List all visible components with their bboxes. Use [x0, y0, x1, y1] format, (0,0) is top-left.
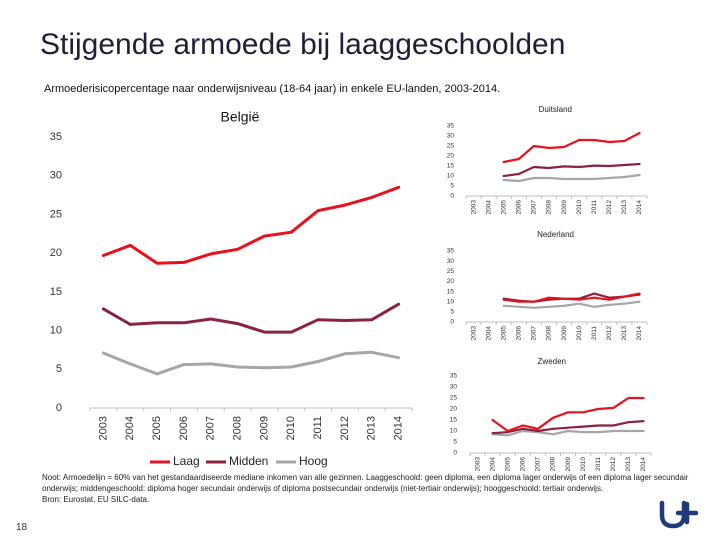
- series-line-laag: [103, 187, 398, 263]
- data-point-laag: [612, 407, 614, 409]
- y-tick-label: 10: [446, 172, 454, 180]
- chart-title: Zweden: [537, 357, 566, 367]
- data-point-hoog: [503, 305, 505, 307]
- data-point-laag: [533, 145, 535, 147]
- data-point-laag: [548, 297, 550, 299]
- x-tick-label: 2005: [504, 457, 512, 472]
- chart-subtitle: Armoederisicopercentage naar onderwijsniveau (18-64 jaar) in enkele EU-landen, 2003-2014.: [44, 83, 501, 95]
- data-point-laag: [344, 204, 347, 207]
- page-title: Stijgende armoede bij laaggeschoolden: [40, 28, 566, 61]
- data-point-hoog: [597, 431, 599, 433]
- y-tick-label: 20: [446, 278, 454, 286]
- x-tick-label: 2007: [530, 200, 538, 215]
- data-point-midden: [209, 318, 212, 321]
- data-point-laag: [567, 411, 569, 413]
- data-point-hoog: [102, 352, 105, 355]
- series-line-laag: [493, 398, 644, 431]
- data-point-laag: [236, 248, 239, 251]
- x-tick-label: 2004: [485, 326, 493, 341]
- data-point-laag: [548, 147, 550, 149]
- footnote: [42, 472, 697, 505]
- y-tick-label: 10: [449, 427, 457, 435]
- data-point-midden: [492, 432, 494, 434]
- data-point-laag: [563, 146, 565, 148]
- data-point-laag: [518, 301, 520, 303]
- x-tick-label: 2009: [560, 200, 568, 215]
- y-tick-label: 10: [49, 324, 62, 337]
- data-point-hoog: [623, 176, 625, 178]
- legend-label-hoog: Hoog: [299, 454, 328, 469]
- data-point-hoog: [209, 363, 212, 366]
- data-point-hoog: [518, 306, 520, 308]
- data-point-laag: [522, 425, 524, 427]
- data-point-laag: [578, 299, 580, 301]
- data-point-midden: [533, 166, 535, 168]
- data-point-laag: [552, 417, 554, 419]
- page-number: 18: [16, 522, 28, 533]
- data-point-hoog: [567, 430, 569, 432]
- data-point-midden: [593, 293, 595, 295]
- data-point-hoog: [522, 430, 524, 432]
- x-tick-label: 2012: [338, 416, 351, 441]
- data-point-laag: [597, 408, 599, 410]
- y-tick-label: 25: [449, 394, 457, 402]
- data-point-hoog: [638, 301, 640, 303]
- data-point-hoog: [582, 431, 584, 433]
- data-point-midden: [567, 427, 569, 429]
- data-point-hoog: [344, 352, 347, 355]
- y-tick-label: 5: [55, 363, 62, 376]
- x-tick-label: 2005: [150, 416, 163, 441]
- data-point-laag: [129, 244, 132, 247]
- x-tick-label: 2013: [621, 326, 629, 341]
- data-point-midden: [627, 421, 629, 423]
- x-tick-label: 2006: [177, 416, 190, 441]
- data-point-laag: [623, 296, 625, 298]
- data-point-hoog: [263, 366, 266, 369]
- data-point-midden: [642, 420, 644, 422]
- data-point-laag: [518, 158, 520, 160]
- x-tick-label: 2003: [474, 457, 482, 472]
- y-tick-label: 0: [450, 318, 454, 326]
- data-point-laag: [582, 411, 584, 413]
- data-point-midden: [582, 426, 584, 428]
- data-point-laag: [593, 297, 595, 299]
- data-point-laag: [370, 196, 373, 199]
- x-tick-label: 2004: [485, 200, 493, 215]
- data-point-midden: [537, 430, 539, 432]
- x-tick-label: 2008: [549, 457, 557, 472]
- legend: [150, 454, 328, 468]
- x-tick-label: 2012: [610, 457, 618, 472]
- x-tick-label: 2005: [500, 200, 508, 215]
- data-point-laag: [317, 209, 320, 212]
- x-tick-label: 2014: [392, 416, 405, 441]
- x-tick-label: 2003: [470, 200, 478, 215]
- y-tick-label: 15: [449, 416, 457, 424]
- data-point-midden: [397, 303, 400, 306]
- y-tick-label: 30: [446, 132, 454, 140]
- y-tick-label: 5: [450, 182, 454, 190]
- chart-title: Nederland: [537, 230, 574, 240]
- data-point-laag: [102, 254, 105, 257]
- x-tick-label: 2011: [311, 416, 324, 440]
- x-tick-label: 2007: [204, 416, 217, 441]
- legend-label-midden: Midden: [229, 454, 269, 469]
- y-tick-label: 0: [453, 449, 457, 457]
- data-point-hoog: [548, 177, 550, 179]
- x-tick-label: 2003: [470, 326, 478, 341]
- data-point-hoog: [370, 351, 373, 354]
- data-point-laag: [608, 141, 610, 143]
- data-point-hoog: [627, 430, 629, 432]
- data-point-laag: [537, 428, 539, 430]
- data-point-laag: [156, 262, 159, 265]
- data-point-hoog: [593, 178, 595, 180]
- university-logo-icon: [656, 499, 700, 531]
- x-tick-label: 2013: [625, 457, 633, 472]
- data-point-laag: [638, 132, 640, 134]
- data-point-hoog: [397, 356, 400, 359]
- data-point-midden: [129, 323, 132, 326]
- data-point-laag: [533, 301, 535, 303]
- y-tick-label: 20: [49, 247, 62, 260]
- x-tick-label: 2007: [534, 457, 542, 472]
- data-point-laag: [209, 253, 212, 256]
- data-point-hoog: [623, 303, 625, 305]
- data-point-hoog: [533, 177, 535, 179]
- data-point-laag: [642, 397, 644, 399]
- data-point-laag: [593, 139, 595, 141]
- data-point-laag: [503, 299, 505, 301]
- data-point-hoog: [317, 360, 320, 363]
- x-tick-label: 2005: [500, 326, 508, 341]
- x-tick-label: 2006: [515, 326, 523, 341]
- series-line-midden: [504, 164, 640, 176]
- y-tick-label: 35: [446, 122, 454, 130]
- x-tick-label: 2010: [579, 457, 587, 472]
- x-tick-label: 2008: [545, 326, 553, 341]
- chart-title: België: [220, 108, 260, 125]
- chart-nederland: [447, 230, 647, 340]
- data-point-laag: [627, 397, 629, 399]
- x-tick-label: 2006: [515, 200, 523, 215]
- y-tick-label: 35: [49, 130, 62, 143]
- data-point-midden: [608, 297, 610, 299]
- data-point-hoog: [156, 373, 159, 376]
- y-tick-label: 15: [49, 285, 62, 298]
- data-point-midden: [183, 321, 186, 324]
- x-tick-label: 2010: [575, 200, 583, 215]
- data-point-hoog: [503, 179, 505, 181]
- x-tick-label: 2011: [590, 326, 598, 340]
- data-point-midden: [552, 428, 554, 430]
- data-point-hoog: [507, 434, 509, 436]
- y-tick-label: 0: [450, 192, 454, 200]
- y-tick-label: 35: [446, 247, 454, 255]
- data-point-midden: [156, 321, 159, 324]
- data-point-midden: [518, 173, 520, 175]
- y-tick-label: 20: [449, 405, 457, 413]
- data-point-midden: [608, 165, 610, 167]
- y-tick-label: 30: [446, 257, 454, 265]
- data-point-hoog: [608, 177, 610, 179]
- legend-label-laag: Laag: [173, 454, 200, 469]
- x-tick-label: 2012: [606, 200, 614, 215]
- y-tick-label: 15: [446, 288, 454, 296]
- data-point-midden: [593, 165, 595, 167]
- data-point-hoog: [638, 174, 640, 176]
- x-tick-label: 2006: [519, 457, 527, 472]
- data-point-laag: [563, 298, 565, 300]
- data-point-laag: [608, 299, 610, 301]
- x-tick-label: 2008: [231, 416, 244, 441]
- chart-title: Duitsland: [538, 105, 572, 115]
- x-tick-label: 2008: [545, 200, 553, 215]
- source-text: Bron: Eurostat, EU SILC-data.: [42, 495, 150, 504]
- data-point-laag: [578, 139, 580, 141]
- data-point-midden: [563, 165, 565, 167]
- data-point-hoog: [518, 180, 520, 182]
- series-line-laag: [504, 133, 640, 162]
- y-tick-label: 30: [49, 169, 62, 182]
- x-tick-label: 2014: [640, 457, 648, 472]
- data-point-midden: [612, 425, 614, 427]
- series-line-midden: [103, 304, 398, 332]
- data-point-midden: [102, 308, 105, 311]
- data-point-laag: [290, 231, 293, 234]
- data-point-hoog: [578, 178, 580, 180]
- y-tick-label: 5: [450, 308, 454, 316]
- data-point-midden: [317, 318, 320, 321]
- y-tick-label: 0: [55, 401, 62, 414]
- data-point-midden: [578, 166, 580, 168]
- data-point-hoog: [548, 306, 550, 308]
- x-tick-label: 2013: [621, 200, 629, 215]
- x-tick-label: 2009: [560, 326, 568, 341]
- x-tick-label: 2009: [564, 457, 572, 472]
- y-tick-label: 25: [446, 142, 454, 150]
- y-tick-label: 25: [446, 268, 454, 276]
- x-tick-label: 2011: [590, 200, 598, 214]
- x-tick-label: 2003: [97, 416, 110, 441]
- data-point-hoog: [612, 430, 614, 432]
- data-point-laag: [507, 430, 509, 432]
- note-text: Noot: Armoedelijn = 60% van het gestandaardiseerde mediane inkomen van alle gezinnen. Laaggeschoold: geen diploma, een diploma lager onderwijs of een diploma lager secundair onderwijs; middengeschoold: diploma hoger secundair onderwijs of diploma postsecundair onderwijs (niet-tertiair onderwijs); hooggeschoold: tertiair onderwijs.: [42, 473, 689, 493]
- x-tick-label: 2011: [594, 457, 602, 471]
- series-line-hoog: [103, 352, 398, 374]
- x-tick-label: 2010: [285, 416, 298, 441]
- data-point-midden: [503, 175, 505, 177]
- x-tick-label: 2007: [530, 326, 538, 341]
- data-point-midden: [522, 428, 524, 430]
- x-tick-label: 2013: [365, 416, 378, 441]
- x-tick-label: 2004: [489, 457, 497, 472]
- data-point-midden: [548, 167, 550, 169]
- data-point-hoog: [642, 430, 644, 432]
- x-tick-label: 2014: [636, 326, 644, 341]
- chart-zweden: [450, 357, 651, 471]
- y-tick-label: 15: [446, 162, 454, 170]
- x-tick-label: 2009: [258, 416, 271, 441]
- chart-duitsland: [447, 105, 647, 214]
- data-point-hoog: [129, 363, 132, 366]
- x-tick-label: 2012: [606, 326, 614, 341]
- data-point-hoog: [608, 304, 610, 306]
- data-point-midden: [638, 163, 640, 165]
- data-point-laag: [263, 235, 266, 238]
- data-point-hoog: [290, 366, 293, 369]
- data-point-hoog: [563, 178, 565, 180]
- y-tick-label: 10: [446, 298, 454, 306]
- y-tick-label: 35: [449, 372, 457, 380]
- data-point-hoog: [593, 306, 595, 308]
- data-point-midden: [263, 331, 266, 334]
- data-point-laag: [623, 140, 625, 142]
- x-tick-label: 2010: [575, 326, 583, 341]
- data-point-midden: [597, 425, 599, 427]
- data-point-laag: [638, 293, 640, 295]
- y-tick-label: 25: [49, 208, 62, 221]
- y-tick-label: 30: [449, 383, 457, 391]
- data-point-laag: [492, 419, 494, 421]
- data-point-laag: [503, 161, 505, 163]
- chart-belgie: [50, 109, 412, 468]
- x-tick-label: 2014: [636, 200, 644, 215]
- data-point-midden: [623, 164, 625, 166]
- y-tick-label: 20: [446, 152, 454, 160]
- data-point-midden: [290, 331, 293, 334]
- data-point-hoog: [552, 433, 554, 435]
- data-point-midden: [344, 319, 347, 322]
- data-point-midden: [370, 318, 373, 321]
- series-line-hoog: [504, 175, 640, 181]
- data-point-laag: [183, 261, 186, 264]
- data-point-hoog: [236, 366, 239, 369]
- data-point-hoog: [563, 305, 565, 307]
- data-point-hoog: [533, 307, 535, 309]
- y-tick-label: 5: [453, 438, 457, 446]
- data-point-laag: [397, 186, 400, 189]
- data-point-hoog: [578, 303, 580, 305]
- data-point-hoog: [183, 363, 186, 366]
- x-tick-label: 2004: [124, 416, 137, 441]
- data-point-midden: [236, 322, 239, 325]
